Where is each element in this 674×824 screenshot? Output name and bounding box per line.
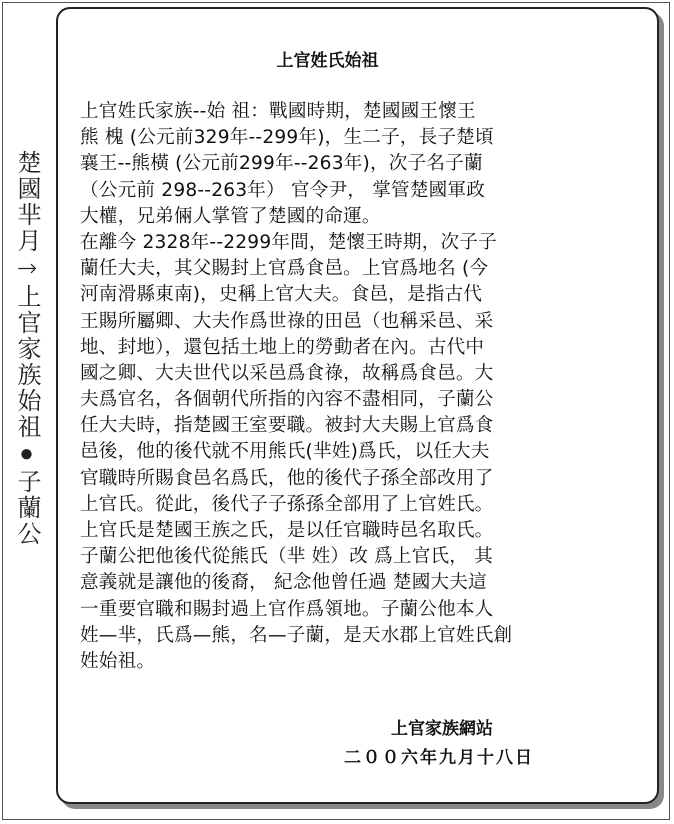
body-line: 官職時所賜食邑名爲氏，他的後代子孫全部改用了: [80, 467, 494, 489]
body-line: 姓—芈，氏爲—熊，名—子蘭，是天水郡上官姓氏創: [80, 624, 513, 646]
document-title: 上官姓氏始祖: [276, 51, 379, 71]
body-line: 姓始祖。: [80, 650, 156, 672]
document-card: [56, 7, 659, 804]
body-line: 蘭任大夫，其父賜封上官爲食邑。上官爲地名 (今: [80, 258, 489, 280]
body-line: 大權，兄弟倆人掌管了楚國的命運。: [80, 205, 381, 227]
body-line: 邑後，他的後代就不用熊氏(芈姓)爲氏，以任大夫: [80, 441, 490, 463]
body-line: 襄王--熊橫 (公元前299年--263年)，次子名子蘭: [80, 153, 483, 175]
body-line: 上官氏。從此，後代子子孫孫全部用了上官姓氏。: [80, 493, 494, 515]
signature-site: 上官家族網站: [391, 719, 493, 739]
body-line: （公元前 298--263年） 官令尹， 掌管楚國軍政: [80, 179, 486, 201]
body-line: 王賜所屬卿、大夫作爲世祿的田邑（也稱采邑、采: [80, 310, 494, 332]
body-line: 一重要官職和賜封過上官作爲領地。子蘭公他本人: [80, 598, 494, 620]
side-calligraphy-title: 楚國芈月→上官家族始祖●子蘭公: [13, 150, 41, 547]
body-line: 國之卿、大夫世代以采邑爲食祿，故稱爲食邑。大: [80, 362, 494, 384]
body-line: 上官氏是楚國王族之氏，是以任官職時邑名取氏。: [80, 520, 494, 541]
body-line: 在離今 2328年--2299年間，楚懷王時期，次子子: [80, 231, 497, 253]
body-line: 熊 槐 (公元前329年--299年)，生二子，長子楚頃: [80, 127, 494, 149]
body-line: 意義就是讓他的後裔， 紀念他曾任過 楚國大夫這: [80, 572, 487, 594]
body-line: 任大夫時，指楚國王室要職。被封大夫賜上官爲食: [80, 415, 494, 437]
body-line: 河南滑縣東南)，史稱上官大夫。食邑，是指古代: [80, 284, 483, 306]
body-line: 夫爲官名，各個朝代所指的內容不盡相同，子蘭公: [80, 389, 494, 411]
body-line: 子蘭公把他後代從熊氏（芈 姓）改 爲上官氏， 其: [80, 546, 494, 568]
document-body: [80, 99, 642, 675]
signature-date: 二００六年九月十八日: [344, 748, 534, 768]
body-line: 地、封地），還包括土地上的勞動者在內。古代中: [80, 336, 485, 358]
body-line: 上官姓氏家族--始 祖：戰國時期，楚國國王懷王: [80, 101, 476, 122]
